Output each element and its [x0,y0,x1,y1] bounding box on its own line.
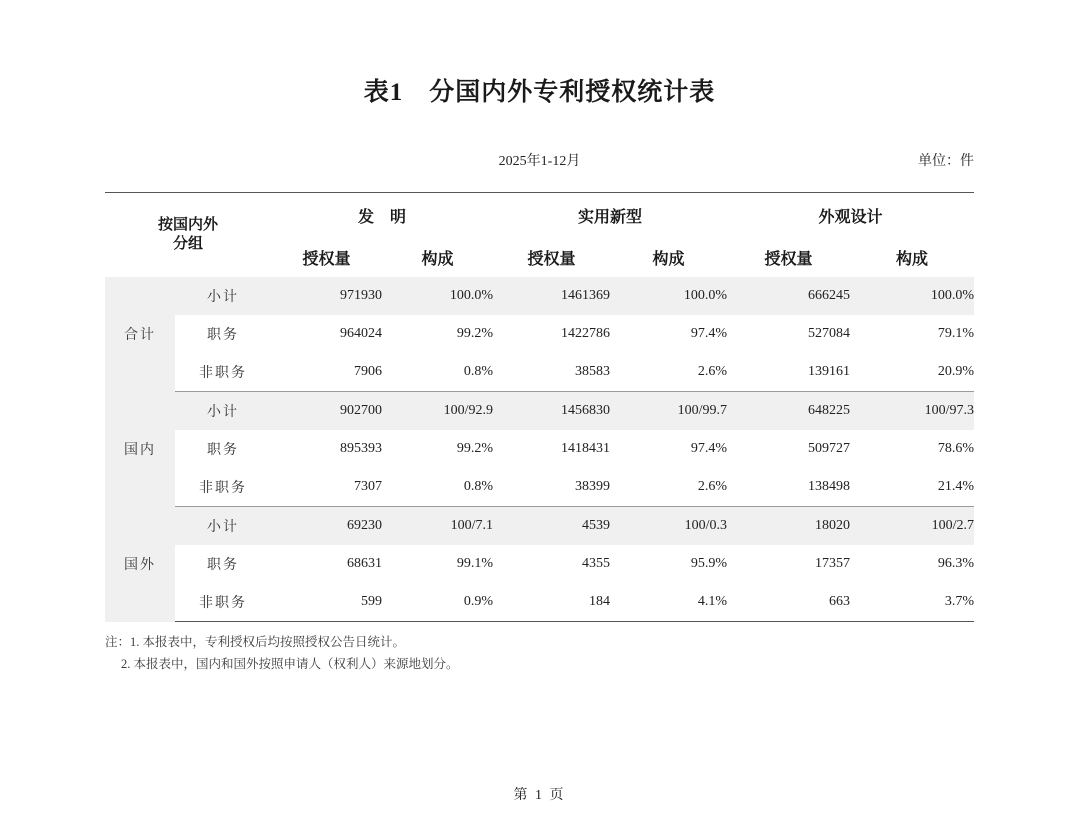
cell-value: 100.0% [850,277,974,315]
cell-value: 895393 [340,441,383,456]
corner-label-line1: 按国内外 [158,217,219,234]
cell-value: 21.4% [850,468,974,507]
group-label-foreign: 国外 [105,507,175,622]
cell-value: 138498 [727,468,850,507]
cell-value: 509727 [808,441,851,456]
report-period: 2025年1-12月 [498,154,581,169]
row-label: 小计 [175,392,271,431]
cell-value: 100/7.1 [382,507,493,546]
page-footer: 第 1 页 [513,788,566,803]
cell-value: 3.7% [850,583,974,622]
row-label: 小计 [175,507,271,546]
table-row [105,468,974,507]
cell-value: 139161 [727,353,850,392]
table-row [105,430,974,468]
cell-value: 0.8% [382,468,493,507]
column-group-utility-model: 实用新型 [578,208,643,226]
subheader-utility-count: 授权量 [527,250,576,268]
cell-value: 100.0% [382,277,493,315]
cell-value: 97.4% [690,326,728,341]
cell-value: 100.0% [610,277,727,315]
cell-value: 648225 [727,392,850,431]
note-line-1: 注：1. 本报表中，专利授权后均按照授权公告日统计。 [105,635,406,649]
cell-value: 7307 [271,468,382,507]
cell-value: 4539 [493,507,610,546]
table-row [105,315,974,353]
cell-value: 95.9% [690,556,728,571]
subheader-design-share: 构成 [896,250,929,268]
cell-value: 0.8% [382,353,493,392]
cell-value: 79.1% [937,326,975,341]
cell-value: 1418431 [561,441,611,456]
cell-value: 2.6% [610,468,727,507]
cell-value: 99.2% [456,441,494,456]
subtitle-row [105,150,974,170]
cell-value: 4355 [582,556,611,571]
cell-value: 1456830 [493,392,610,431]
cell-value: 97.4% [690,441,728,456]
document-page [0,72,1079,834]
cell-value: 184 [493,583,610,622]
table-row [105,277,974,315]
column-group-invention: 发 明 [358,208,407,226]
cell-value: 18020 [727,507,850,546]
table-notes [105,632,974,676]
column-group-design: 外观设计 [818,208,883,226]
cell-value: 69230 [271,507,382,546]
cell-value: 1461369 [493,277,610,315]
subheader-invention-share: 构成 [421,250,454,268]
table-header-top [105,193,974,238]
cell-value: 96.3% [937,556,975,571]
row-label: 非职务 [175,468,271,507]
cell-value: 20.9% [850,353,974,392]
subheader-design-count: 授权量 [764,250,813,268]
group-label-domestic: 国内 [105,392,175,507]
cell-value: 599 [271,583,382,622]
cell-value: 100/92.9 [382,392,493,431]
cell-value: 2.6% [610,353,727,392]
cell-value: 1422786 [561,326,611,341]
unit-label: 单位：件 [918,154,974,169]
cell-value: 971930 [271,277,382,315]
cell-value: 4.1% [610,583,727,622]
cell-value: 902700 [271,392,382,431]
cell-value: 100/2.7 [850,507,974,546]
corner-label-line2: 分组 [173,236,204,252]
cell-value: 78.6% [937,441,975,456]
page-title: 表1 分国内外专利授权统计表 [363,79,716,106]
corner-header [105,193,271,278]
cell-value: 100/0.3 [610,507,727,546]
row-label: 职务 [207,443,239,458]
subheader-utility-share: 构成 [652,250,685,268]
cell-value: 100/97.3 [850,392,974,431]
table-row [105,392,974,431]
cell-value: 99.1% [456,556,494,571]
cell-value: 0.9% [382,583,493,622]
table-row [105,507,974,546]
patent-grant-table [105,192,974,622]
row-label: 小计 [175,277,271,315]
cell-value: 99.2% [456,326,494,341]
cell-value: 663 [727,583,850,622]
cell-value: 17357 [815,556,851,571]
cell-value: 38583 [493,353,610,392]
cell-value: 100/99.7 [610,392,727,431]
cell-value: 7906 [271,353,382,392]
row-label: 职务 [207,328,239,343]
cell-value: 666245 [727,277,850,315]
table-row [105,353,974,392]
subheader-invention-count: 授权量 [302,250,351,268]
row-label: 非职务 [175,583,271,622]
note-line-2: 2. 本报表中，国内和国外按照申请人（权利人）来源地划分。 [121,656,459,671]
cell-value: 964024 [340,326,383,341]
cell-value: 38399 [493,468,610,507]
group-label-total: 合计 [105,277,175,392]
table-row [105,583,974,622]
cell-value: 68631 [347,556,383,571]
table-row [105,545,974,583]
cell-value: 527084 [808,326,851,341]
row-label: 非职务 [175,353,271,392]
row-label: 职务 [207,558,239,573]
